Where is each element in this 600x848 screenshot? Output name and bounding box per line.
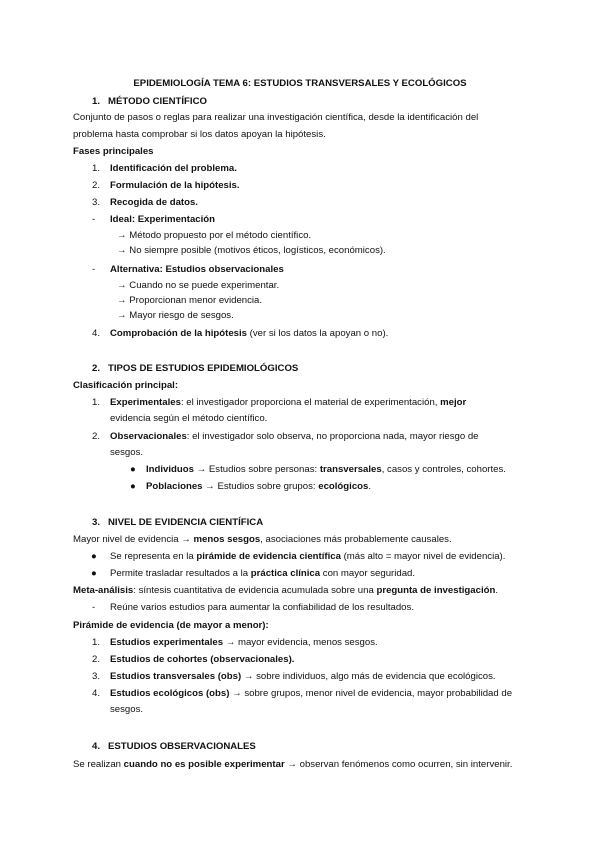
individuos-desc: → Estudios sobre personas:: [193, 464, 320, 475]
ideal-dash: -: [92, 214, 96, 225]
alt-point-b: → Proporcionan menor evidencia.: [117, 295, 263, 306]
section-1-heading: MÉTODO CIENTÍFICO: [108, 96, 207, 107]
section-1-intro-line-1: Conjunto de pasos o reglas para realizar una investigación científica, desde la identificación del: [73, 112, 479, 123]
meta-analisis-line: [73, 585, 498, 597]
fase-4-bold: Comprobación de la hipótesis: [110, 328, 247, 339]
evidencia-a: Mayor nivel de evidencia →: [73, 534, 194, 545]
fases-heading: Fases principales: [73, 146, 154, 157]
piramide-4-cont: sesgos.: [110, 704, 144, 715]
practica-line: [110, 568, 415, 580]
piramide-1-desc: → mayor evidencia, menos sesgos.: [223, 637, 378, 648]
piramide-3: [110, 671, 496, 683]
piramide-b: pirámide de evidencia científica: [196, 551, 341, 562]
meta-analisis-pregunta: pregunta de investigación: [376, 585, 496, 596]
piramide-3-term: Estudios transversales (obs): [110, 671, 242, 682]
piramide-1-number: 1.: [92, 637, 101, 648]
document-title: EPIDEMIOLOGÍA TEMA 6: ESTUDIOS TRANSVERSALES Y ECOLÓGICOS: [133, 78, 467, 89]
experimentales-mejor: mejor: [440, 397, 467, 408]
piramide-1: [110, 637, 378, 649]
alt-point-c: → Mayor riesgo de sesgos.: [117, 310, 234, 321]
practica-a: Permite trasladar resultados a la: [110, 568, 251, 579]
meta-analisis-end: .: [495, 585, 499, 596]
piramide-4-number: 4.: [92, 688, 101, 699]
piramide-4-desc: → sobre grupos, menor nivel de evidencia, mayor probabilidad de: [229, 688, 513, 699]
piramide-2-number: 2.: [92, 654, 101, 665]
fase-4: [110, 328, 388, 340]
poblaciones-term: Poblaciones: [146, 481, 203, 492]
individuos-transversales: transversales: [319, 464, 382, 475]
meta-analisis-sub: Reúne varios estudios para aumentar la confiabilidad de los resultados.: [110, 602, 414, 613]
clasificacion-heading: Clasificación principal:: [73, 380, 179, 391]
practica-c: con mayor seguridad.: [320, 568, 416, 579]
experimentales-desc: : el investigador proporciona el material de experimentación,: [180, 397, 441, 408]
section-1-intro-line-2: problema hasta comprobar si los datos apoyan la hipótesis.: [73, 129, 326, 140]
experimentales-number: 1.: [92, 397, 101, 408]
poblaciones-desc: → Estudios sobre grupos:: [202, 481, 319, 492]
piramide-2: Estudios de cohortes (observacionales).: [110, 654, 295, 665]
alt-point-a: → Cuando no se puede experimentar.: [117, 280, 280, 291]
piramide-a: Se representa en la: [110, 551, 197, 562]
section-4-heading: ESTUDIOS OBSERVACIONALES: [108, 741, 256, 752]
observacionales-term: Observacionales: [110, 431, 187, 442]
section-4-number: 4.: [92, 741, 101, 752]
individuos-term: Individuos: [146, 464, 194, 475]
ideal-point-b: → No siempre posible (motivos éticos, logísticos, económicos).: [117, 245, 386, 256]
poblaciones-rest: .: [368, 481, 372, 492]
obs-intro-c: → observan fenómenos como ocurren, sin intervenir.: [284, 759, 513, 770]
section-2-heading: TIPOS DE ESTUDIOS EPIDEMIOLÓGICOS: [108, 363, 299, 374]
piramide-3-number: 3.: [92, 671, 101, 682]
piramide-bullet: ●: [91, 551, 97, 562]
observacionales-number: 2.: [92, 431, 101, 442]
piramide-heading: Pirámide de evidencia (de mayor a menor):: [73, 620, 269, 631]
poblaciones-bullet: ●: [130, 481, 136, 492]
poblaciones-ecologicos: ecológicos: [318, 481, 369, 492]
meta-analisis-desc: : síntesis cuantitativa de evidencia acumulada sobre una: [133, 585, 377, 596]
meta-analisis-dash: -: [92, 602, 96, 613]
fase-2-number: 2.: [92, 180, 101, 191]
piramide-c: (más alto = mayor nivel de evidencia).: [340, 551, 506, 562]
fase-1: Identificación del problema.: [110, 163, 237, 174]
fase-3-number: 3.: [92, 197, 101, 208]
practica-bullet: ●: [91, 568, 97, 579]
poblaciones-line: [146, 481, 371, 493]
piramide-line: [110, 551, 505, 563]
observacionales-line-1: [110, 431, 479, 443]
obs-intro-b: cuando no es posible experimentar: [123, 759, 285, 770]
evidencia-line: [73, 534, 452, 546]
individuos-bullet: ●: [130, 464, 136, 475]
piramide-1-term: Estudios experimentales: [110, 637, 224, 648]
experimentales-line-2: evidencia según el método científico.: [110, 413, 268, 424]
alt-dash: -: [92, 264, 96, 275]
observacionales-desc: : el investigador solo observa, no proporciona nada, mayor riesgo de: [186, 431, 479, 442]
ideal-point-a: → Método propuesto por el método científico.: [117, 230, 312, 241]
practica-b: práctica clínica: [250, 568, 321, 579]
piramide-3-desc: → sobre individuos, algo más de evidencia que ecológicos.: [241, 671, 496, 682]
obs-intro-a: Se realizan: [73, 759, 124, 770]
section-3-heading: NIVEL DE EVIDENCIA CIENTÍFICA: [108, 517, 264, 528]
fase-2: Formulación de la hipótesis.: [110, 180, 240, 191]
fase-4-rest: (ver si los datos la apoyan o no).: [247, 328, 389, 339]
observacionales-line-2: sesgos.: [110, 447, 144, 458]
fase-3: Recogida de datos.: [110, 197, 198, 208]
evidencia-b: menos sesgos: [193, 534, 261, 545]
fase-4-number: 4.: [92, 328, 101, 339]
section-3-number: 3.: [92, 517, 101, 528]
alt-heading: Alternativa: Estudios observacionales: [110, 264, 284, 275]
experimentales-line-1: [110, 397, 466, 409]
piramide-4: [110, 688, 512, 700]
meta-analisis-term: Meta-análisis: [73, 585, 134, 596]
individuos-line: [146, 464, 506, 476]
fase-1-number: 1.: [92, 163, 101, 174]
experimentales-term: Experimentales: [110, 397, 181, 408]
evidencia-c: , asociaciones más probablemente causales.: [260, 534, 452, 545]
piramide-4-term: Estudios ecológicos (obs): [110, 688, 230, 699]
ideal-heading: Ideal: Experimentación: [110, 214, 216, 225]
individuos-rest: , casos y controles, cohortes.: [381, 464, 506, 475]
section-1-number: 1.: [92, 96, 101, 107]
section-2-number: 2.: [92, 363, 101, 374]
observacionales-intro: [73, 759, 512, 771]
